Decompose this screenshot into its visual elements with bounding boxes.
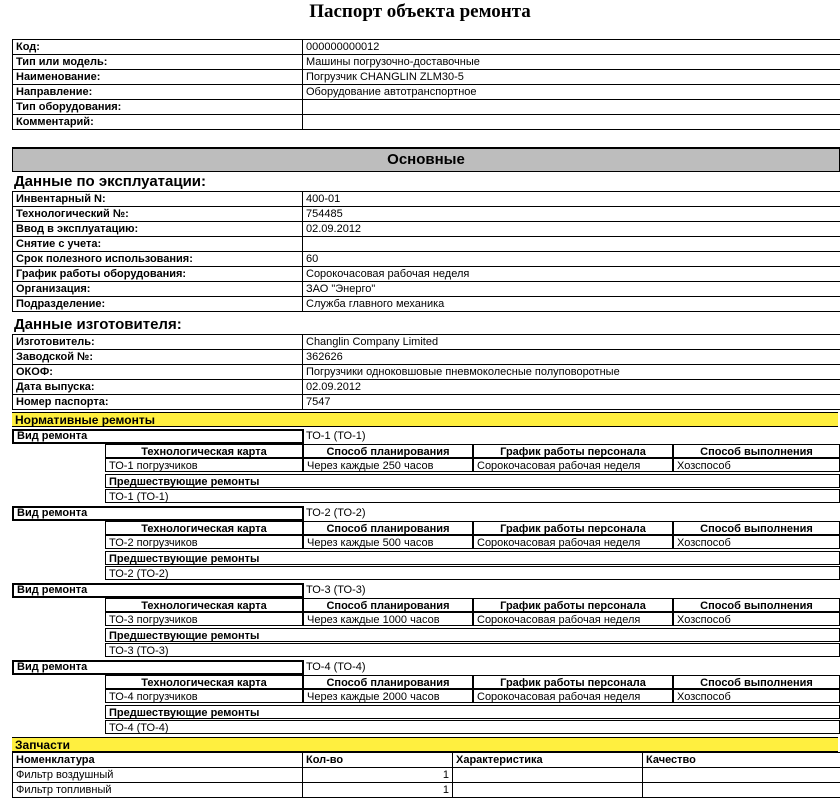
previous-repairs-label: Предшествующие ремонты [105, 628, 840, 642]
operation-row [13, 282, 840, 297]
header-table [12, 39, 840, 130]
manufacturer-row [13, 395, 840, 410]
parts-col-header: Кол-во [303, 753, 453, 768]
parts-col-header: Качество [643, 753, 840, 768]
part-quality [643, 768, 840, 783]
manufacturer-value: 7547 [303, 395, 840, 410]
operation-row [13, 207, 840, 222]
manufacturer-row [13, 335, 840, 350]
operation-value: Служба главного механика [303, 297, 840, 312]
operation-label: Подразделение: [13, 297, 303, 312]
repair-type-label: Вид ремонта [12, 429, 304, 444]
header-value: Оборудование автотранспортное [303, 85, 840, 100]
header-row [13, 40, 840, 55]
repair-type-label: Вид ремонта [12, 583, 304, 598]
header-row [13, 115, 840, 130]
repairs-heading: Нормативные ремонты [12, 412, 838, 427]
operation-label: Срок полезного использования: [13, 252, 303, 267]
header-label: Наименование: [13, 70, 303, 85]
previous-repairs-label: Предшествующие ремонты [105, 551, 840, 565]
manufacturer-label: Дата выпуска: [13, 380, 303, 395]
operation-label: Снятие с учета: [13, 237, 303, 252]
operation-value: Сорокочасовая рабочая неделя [303, 267, 840, 282]
header-value [303, 115, 840, 130]
operation-label: График работы оборудования: [13, 267, 303, 282]
repair-type-value: ТО-1 (ТО-1) [306, 430, 366, 442]
repair-schedule-cell: Сорокочасовая рабочая неделя [473, 612, 673, 626]
parts-col-header: Номенклатура [13, 753, 303, 768]
repair-type-value: ТО-3 (ТО-3) [306, 584, 366, 596]
header-row [13, 55, 840, 70]
repair-type-label: Вид ремонта [12, 506, 304, 521]
manufacturer-value: 02.09.2012 [303, 380, 840, 395]
repair-card-cell: ТО-2 погрузчиков [105, 535, 303, 549]
header-label: Код: [13, 40, 303, 55]
previous-repairs-value: ТО-1 (ТО-1) [105, 489, 840, 503]
part-qty: 1 [303, 783, 453, 798]
operation-heading: Данные по эксплуатации: [14, 173, 207, 190]
repair-method-cell: Хозспособ [673, 458, 840, 472]
parts-row [13, 783, 840, 798]
repair-method-cell: Хозспособ [673, 689, 840, 703]
part-quality [643, 783, 840, 798]
page-title: Паспорт объекта ремонта [309, 1, 531, 22]
previous-repairs-value: ТО-3 (ТО-3) [105, 643, 840, 657]
header-value [303, 100, 840, 115]
repair-col-header: Способ планирования [303, 675, 473, 689]
previous-repairs-label: Предшествующие ремонты [105, 474, 840, 488]
repair-col-header: График работы персонала [473, 675, 673, 689]
repair-schedule-cell: Сорокочасовая рабочая неделя [473, 458, 673, 472]
repair-col-header: Способ выполнения [673, 444, 840, 458]
repair-col-header: Технологическая карта [105, 521, 303, 535]
operation-row [13, 252, 840, 267]
header-row [13, 85, 840, 100]
repair-method-cell: Хозспособ [673, 612, 840, 626]
header-label: Комментарий: [13, 115, 303, 130]
operation-row [13, 297, 840, 312]
header-label: Тип оборудования: [13, 100, 303, 115]
section-header-main: Основные [12, 147, 840, 172]
repair-col-header: Технологическая карта [105, 598, 303, 612]
part-qty: 1 [303, 768, 453, 783]
repair-planning-cell: Через каждые 500 часов [303, 535, 473, 549]
repair-planning-cell: Через каждые 1000 часов [303, 612, 473, 626]
repair-planning-cell: Через каждые 2000 часов [303, 689, 473, 703]
repair-col-header: График работы персонала [473, 444, 673, 458]
manufacturer-value: 362626 [303, 350, 840, 365]
operation-table [12, 191, 840, 312]
operation-row [13, 222, 840, 237]
repair-card-cell: ТО-3 погрузчиков [105, 612, 303, 626]
repair-schedule-cell: Сорокочасовая рабочая неделя [473, 535, 673, 549]
repair-col-header: Способ планирования [303, 444, 473, 458]
repair-type-value: ТО-4 (ТО-4) [306, 661, 366, 673]
repair-type-label: Вид ремонта [12, 660, 304, 675]
header-value: Погрузчик CHANGLIN ZLM30-5 [303, 70, 840, 85]
previous-repairs-value: ТО-2 (ТО-2) [105, 566, 840, 580]
operation-value: 400-01 [303, 192, 840, 207]
parts-col-header: Характеристика [453, 753, 643, 768]
manufacturer-heading: Данные изготовителя: [14, 316, 182, 333]
repair-card-cell: ТО-1 погрузчиков [105, 458, 303, 472]
header-row [13, 100, 840, 115]
previous-repairs-label: Предшествующие ремонты [105, 705, 840, 719]
parts-header-row [13, 753, 840, 768]
operation-row [13, 237, 840, 252]
header-value: Машины погрузочно-доставочные [303, 55, 840, 70]
repair-col-header: Технологическая карта [105, 444, 303, 458]
repair-col-header: Технологическая карта [105, 675, 303, 689]
part-name: Фильтр топливный [13, 783, 303, 798]
operation-label: Инвентарный N: [13, 192, 303, 207]
repair-col-header: Способ выполнения [673, 675, 840, 689]
header-label: Направление: [13, 85, 303, 100]
repair-card-cell: ТО-4 погрузчиков [105, 689, 303, 703]
operation-label: Организация: [13, 282, 303, 297]
header-row [13, 70, 840, 85]
repair-planning-cell: Через каждые 250 часов [303, 458, 473, 472]
parts-row [13, 768, 840, 783]
part-name: Фильтр воздушный [13, 768, 303, 783]
repair-col-header: Способ выполнения [673, 598, 840, 612]
part-characteristic [453, 768, 643, 783]
previous-repairs-value: ТО-4 (ТО-4) [105, 720, 840, 734]
parts-table [12, 752, 840, 798]
operation-value: ЗАО "Энерго" [303, 282, 840, 297]
manufacturer-row [13, 380, 840, 395]
repair-col-header: График работы персонала [473, 521, 673, 535]
operation-row [13, 192, 840, 207]
manufacturer-label: Заводской №: [13, 350, 303, 365]
operation-value: 02.09.2012 [303, 222, 840, 237]
header-value: 000000000012 [303, 40, 840, 55]
operation-value: 754485 [303, 207, 840, 222]
manufacturer-row [13, 365, 840, 380]
repair-col-header: График работы персонала [473, 598, 673, 612]
operation-label: Ввод в эксплуатацию: [13, 222, 303, 237]
repair-type-value: ТО-2 (ТО-2) [306, 507, 366, 519]
operation-value: 60 [303, 252, 840, 267]
repair-col-header: Способ выполнения [673, 521, 840, 535]
manufacturer-label: Изготовитель: [13, 335, 303, 350]
operation-row [13, 267, 840, 282]
manufacturer-table [12, 334, 840, 410]
parts-heading: Запчасти [12, 737, 838, 752]
manufacturer-value: Погрузчики одноковшовые пневмоколесные полуповоротные [303, 365, 840, 380]
manufacturer-label: ОКОФ: [13, 365, 303, 380]
repair-col-header: Способ планирования [303, 598, 473, 612]
repair-col-header: Способ планирования [303, 521, 473, 535]
repair-schedule-cell: Сорокочасовая рабочая неделя [473, 689, 673, 703]
repair-method-cell: Хозспособ [673, 535, 840, 549]
operation-value [303, 237, 840, 252]
operation-label: Технологический №: [13, 207, 303, 222]
manufacturer-row [13, 350, 840, 365]
manufacturer-label: Номер паспорта: [13, 395, 303, 410]
manufacturer-value: Changlin Company Limited [303, 335, 840, 350]
part-characteristic [453, 783, 643, 798]
header-label: Тип или модель: [13, 55, 303, 70]
